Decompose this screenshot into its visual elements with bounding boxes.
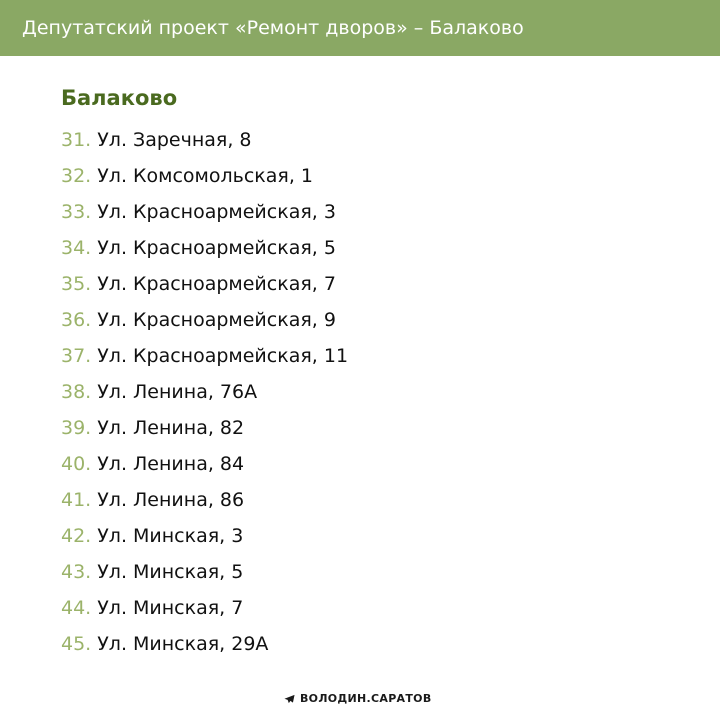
item-number: 38. (61, 381, 92, 403)
item-number: 39. (61, 417, 92, 439)
item-number: 33. (61, 201, 92, 223)
item-number: 36. (61, 309, 92, 331)
header-bar (0, 0, 720, 56)
item-address: Ул. Заречная, 8 (97, 129, 252, 151)
item-address: Ул. Красноармейская, 11 (97, 345, 349, 367)
item-number: 40. (61, 453, 92, 475)
list-item (61, 374, 348, 410)
item-number: 43. (61, 561, 92, 583)
item-number: 35. (61, 273, 92, 295)
address-list (61, 122, 348, 662)
item-address: Ул. Минская, 7 (97, 597, 244, 619)
list-item (61, 230, 348, 266)
item-number: 32. (61, 165, 92, 187)
item-address: Ул. Красноармейская, 7 (97, 273, 336, 295)
item-address: Ул. Комсомольская, 1 (97, 165, 314, 187)
list-item (61, 338, 348, 374)
item-number: 31. (61, 129, 92, 151)
item-number: 41. (61, 489, 92, 511)
footer-brand[interactable] (284, 692, 432, 705)
list-item (61, 122, 348, 158)
list-item (61, 410, 348, 446)
item-number: 42. (61, 525, 92, 547)
item-address: Ул. Минская, 5 (97, 561, 244, 583)
item-number: 45. (61, 633, 92, 655)
section-title: Балаково (61, 86, 178, 110)
item-address: Ул. Ленина, 84 (97, 453, 245, 475)
list-item (61, 302, 348, 338)
page-title: Депутатский проект «Ремонт дворов» – Балаково (22, 17, 524, 39)
item-address: Ул. Ленина, 76А (97, 381, 258, 403)
list-item (61, 446, 348, 482)
list-item (61, 266, 348, 302)
item-number: 37. (61, 345, 92, 367)
item-number: 44. (61, 597, 92, 619)
item-address: Ул. Минская, 29А (97, 633, 269, 655)
item-address: Ул. Красноармейская, 5 (97, 237, 336, 259)
item-address: Ул. Минская, 3 (97, 525, 244, 547)
list-item (61, 158, 348, 194)
item-number: 34. (61, 237, 92, 259)
item-address: Ул. Ленина, 82 (97, 417, 245, 439)
list-item (61, 194, 348, 230)
item-address: Ул. Красноармейская, 3 (97, 201, 336, 223)
list-item (61, 482, 348, 518)
telegram-icon (284, 694, 295, 704)
list-item (61, 554, 348, 590)
list-item (61, 590, 348, 626)
item-address: Ул. Ленина, 86 (97, 489, 245, 511)
list-item (61, 518, 348, 554)
list-item (61, 626, 348, 662)
item-address: Ул. Красноармейская, 9 (97, 309, 336, 331)
footer-text: ВОЛОДИН.САРАТОВ (300, 692, 432, 705)
